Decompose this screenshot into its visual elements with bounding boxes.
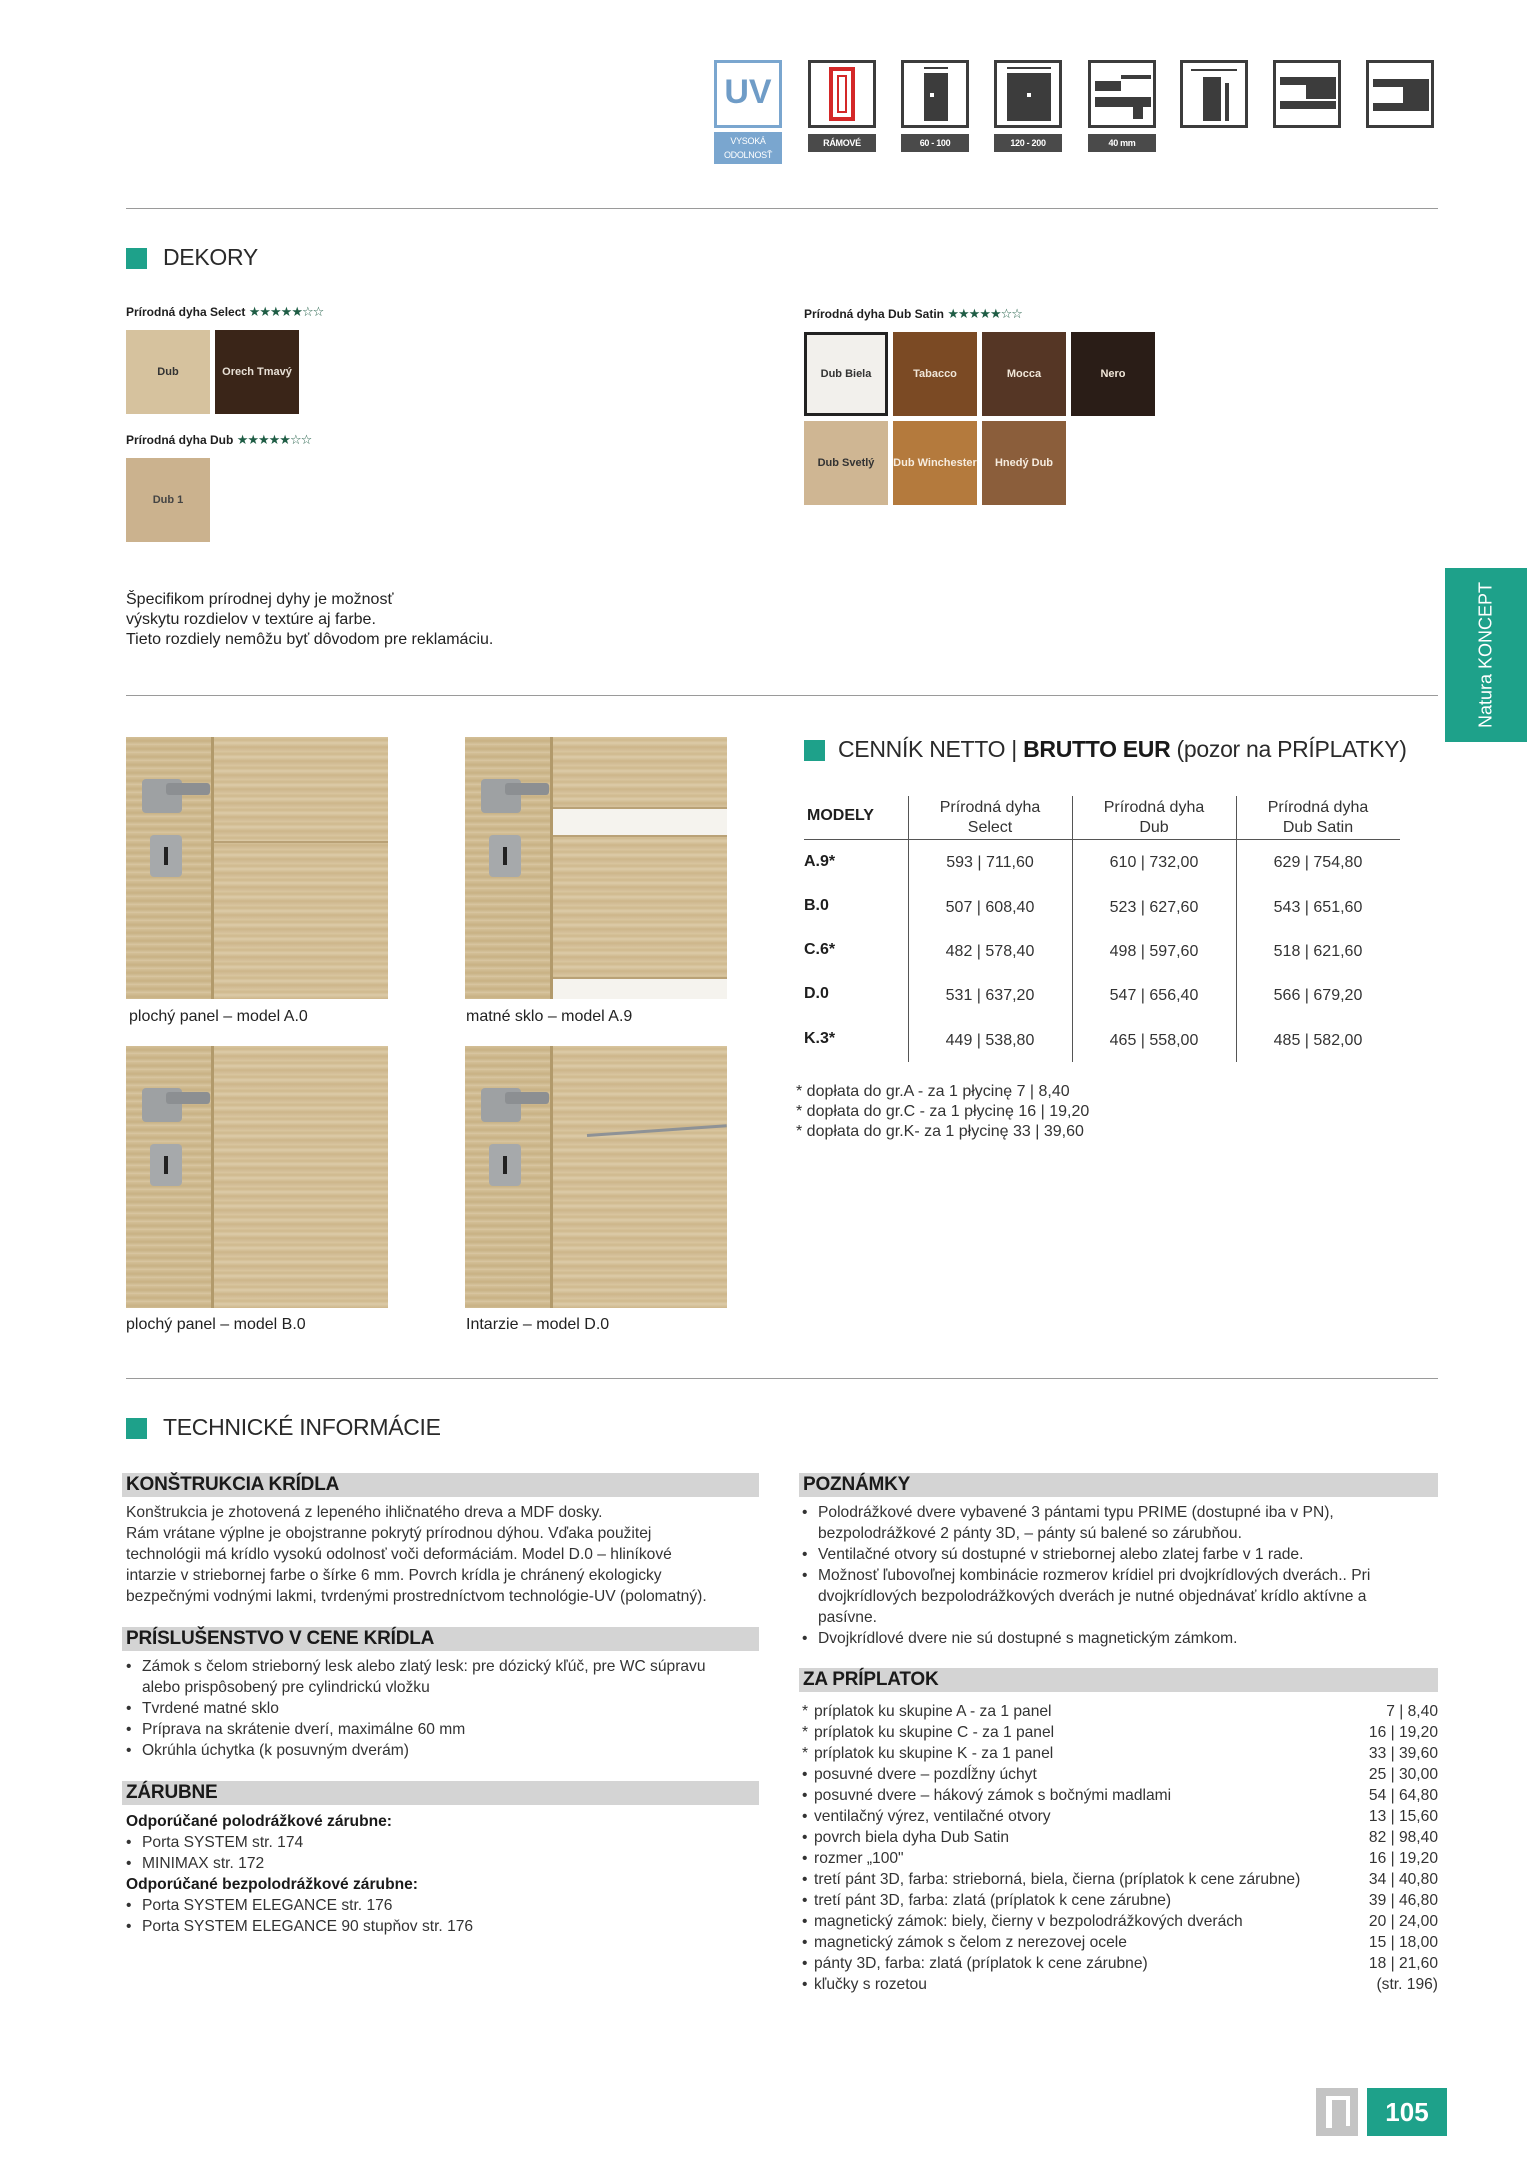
price-cell: 531 | 637,20 bbox=[945, 987, 1035, 1004]
uv-label: VYSOKÁ ODOLNOSŤ bbox=[714, 132, 782, 164]
list-item: • rozmer „100" 16 | 19,20 bbox=[802, 1850, 1438, 1867]
thickness-icon bbox=[1088, 60, 1156, 128]
door-wide-icon bbox=[994, 60, 1062, 128]
door-image-a0 bbox=[126, 737, 388, 999]
model-caption: plochý panel – model A.0 bbox=[129, 1008, 308, 1025]
list-item: • posuvné dvere – pozdĺžny úchyt 25 | 30,00 bbox=[802, 1766, 1438, 1783]
rating-stars: ★★★★★☆☆ bbox=[248, 304, 324, 319]
list-item: • MINIMAX str. 172 bbox=[126, 1853, 766, 1874]
price-cell: 507 | 608,40 bbox=[945, 899, 1035, 916]
list-item: • Zámok s čelom strieborný lesk alebo zlatý lesk: pre dózický kľúč, pre WC súpravu alebo prispôsobený pre cylindrickú vložku bbox=[126, 1656, 726, 1698]
rebate-icon bbox=[1273, 60, 1341, 128]
swatch-mocca[interactable]: Mocca bbox=[982, 332, 1066, 416]
col-divider bbox=[1072, 796, 1073, 1062]
door-image-d0 bbox=[465, 1046, 727, 1308]
list-item: * príplatok ku skupine A - za 1 panel 7 | 8,40 bbox=[802, 1703, 1438, 1720]
door-narrow-icon bbox=[901, 60, 969, 128]
model-caption: Intarzie – model D.0 bbox=[466, 1316, 610, 1333]
porta-logo bbox=[1316, 2088, 1358, 2136]
list-item: • Porta SYSTEM ELEGANCE str. 176 bbox=[126, 1895, 766, 1916]
door-image-a9 bbox=[465, 737, 727, 999]
section-side-tab[interactable]: Natura KONCEPT bbox=[1445, 568, 1527, 742]
swatch-dub-biela[interactable]: Dub Biela bbox=[804, 332, 888, 416]
table-header-line bbox=[804, 839, 1400, 840]
price-cell: 518 | 621,60 bbox=[1273, 943, 1363, 960]
sliding-icon bbox=[1180, 60, 1248, 128]
list-item: • tretí pánt 3D, farba: strieborná, biela, čierna (príplatok k cene zárubne) 34 | 40,80 bbox=[802, 1871, 1438, 1888]
row-model: B.0 bbox=[804, 897, 829, 914]
section-marker bbox=[804, 740, 825, 761]
list-item: • Porta SYSTEM ELEGANCE 90 stupňov str. 176 bbox=[126, 1916, 766, 1937]
list-item: • Príprava na skrátenie dverí, maximálne 60 mm bbox=[126, 1719, 726, 1740]
uv-icon bbox=[714, 60, 782, 128]
konstrukcia-text: Konštrukcia je zhotovená z lepeného ihličnatého dreva a MDF dosky. Rám vrátane výplne je obojstranne pokrytý prírodnou dýhou. Vďaka použitej technológii má krídlo vysokú odolnosť voči deformáciám. Model D.0 – hliníkové intarzie v striebornej farbe o šírke 6 mm. Povrch krídla je chránený ekologicky bezpečnými vodnými lakmi, tvrdenými prostredníctvom technológie-UV (polomatný). bbox=[126, 1504, 707, 1605]
prislusenstvo-list bbox=[126, 1656, 726, 1761]
price-cell: 593 | 711,60 bbox=[946, 854, 1034, 871]
col-head-models: MODELY bbox=[807, 807, 874, 824]
list-item: • povrch biela dyha Dub Satin 82 | 98,40 bbox=[802, 1829, 1438, 1846]
section-marker bbox=[126, 1418, 147, 1439]
list-item: * príplatok ku skupine K - za 1 panel 33 | 39,60 bbox=[802, 1745, 1438, 1762]
door-image-b0 bbox=[126, 1046, 388, 1308]
list-item: • Tvrdené matné sklo bbox=[126, 1698, 726, 1719]
flush-icon bbox=[1366, 60, 1434, 128]
divider bbox=[126, 208, 1438, 209]
zarubne-heading: ZÁRUBNE bbox=[122, 1781, 759, 1805]
thickness-label: 40 mm bbox=[1088, 134, 1156, 152]
decor-group-satin-head: Prírodná dyha Dub Satin ★★★★★☆☆ bbox=[804, 306, 1022, 321]
rating-stars: ★★★★★☆☆ bbox=[236, 432, 312, 447]
price-supplements: * dopłata do gr.A - za 1 płycinę 7 | 8,40 * dopłata do gr.C - za 1 płycinę 16 | 19,20 * dopłata do gr.K- za 1 płycinę 33 | 39,60 bbox=[796, 1083, 1090, 1140]
divider bbox=[126, 1378, 1438, 1379]
list-item: • pánty 3D, farba: zlatá (príplatok k cene zárubne) 18 | 21,60 bbox=[802, 1955, 1438, 1972]
model-caption: plochý panel – model B.0 bbox=[126, 1316, 306, 1333]
price-cell: 629 | 754,80 bbox=[1273, 854, 1363, 871]
row-model: A.9* bbox=[804, 853, 836, 870]
poznamky-heading: POZNÁMKY bbox=[799, 1473, 1438, 1497]
swatch-dub-1[interactable]: Dub 1 bbox=[126, 458, 210, 542]
list-item: • kľučky s rozetou (str. 196) bbox=[802, 1976, 1438, 1993]
zarubne-sub1: Odporúčané polodrážkové zárubne: bbox=[126, 1813, 392, 1830]
col-divider bbox=[1236, 796, 1237, 1062]
decor-note: Špecifikom prírodnej dyhy je možnosť výskytu rozdielov v textúre aj farbe. Tieto rozdiely nemôžu byť dôvodom pre reklamáciu. bbox=[126, 591, 494, 648]
swatch-hnedy-dub[interactable]: Hnedý Dub bbox=[982, 421, 1066, 505]
zarubne-block bbox=[126, 1811, 766, 1937]
col-head-satin: Prírodná dyha Dub Satin bbox=[1267, 799, 1369, 836]
konstrukcia-heading: KONŠTRUKCIA KRÍDLA bbox=[122, 1473, 759, 1497]
col-head-dub: Prírodná dyha Dub bbox=[1103, 799, 1205, 836]
frame-door-icon bbox=[808, 60, 876, 128]
list-item: • magnetický zámok: biely, čierny v bezpolodrážkových dverách 20 | 24,00 bbox=[802, 1913, 1438, 1930]
list-item: • Možnosť ľubovoľnej kombinácie rozmerov krídiel pri dvojkrídlových dverách.. Pri dvojkrídlových bezpolodrážkových dverách je nutné objednávať krídlo aktívne a pasívne. bbox=[802, 1565, 1402, 1628]
swatch-tabacco[interactable]: Tabacco bbox=[893, 332, 977, 416]
price-cell: 547 | 656,40 bbox=[1109, 987, 1199, 1004]
row-model: K.3* bbox=[804, 1030, 836, 1047]
row-model: C.6* bbox=[804, 941, 836, 958]
swatch-nero[interactable]: Nero bbox=[1071, 332, 1155, 416]
page-number: 105 bbox=[1367, 2088, 1447, 2136]
zarubne-sub2: Odporúčané bezpolodrážkové zárubne: bbox=[126, 1876, 418, 1893]
price-title: CENNÍK NETTO | BRUTTO EUR (pozor na PRÍPLATKY) bbox=[838, 736, 1407, 762]
swatch-dub-winchester[interactable]: Dub Winchester bbox=[893, 421, 977, 505]
uv-text: UV bbox=[724, 73, 772, 111]
tech-title: TECHNICKÉ INFORMÁCIE bbox=[163, 1414, 441, 1440]
list-item: * príplatok ku skupine C - za 1 panel 16 | 19,20 bbox=[802, 1724, 1438, 1741]
col-divider bbox=[908, 796, 909, 1062]
list-item: • ventilačný výrez, ventilačné otvory 13 | 15,60 bbox=[802, 1808, 1438, 1825]
price-cell: 485 | 582,00 bbox=[1273, 1032, 1363, 1049]
divider bbox=[126, 695, 1438, 696]
prislusenstvo-heading: PRÍSLUŠENSTVO V CENE KRÍDLA bbox=[122, 1627, 759, 1651]
price-cell: 543 | 651,60 bbox=[1273, 899, 1363, 916]
swatch-orech-tmavy[interactable]: Orech Tmavý bbox=[215, 330, 299, 414]
priplatok-heading: ZA PRÍPLATOK bbox=[799, 1668, 1438, 1692]
swatch-dub-svetly[interactable]: Dub Svetlý bbox=[804, 421, 888, 505]
price-cell: 498 | 597,60 bbox=[1109, 943, 1199, 960]
price-cell: 449 | 538,80 bbox=[945, 1032, 1035, 1049]
list-item: • magnetický zámok s čelom z nerezovej ocele 15 | 18,00 bbox=[802, 1934, 1438, 1951]
list-item: • posuvné dvere – hákový zámok s bočnými madlami 54 | 64,80 bbox=[802, 1787, 1438, 1804]
decor-title: DEKORY bbox=[163, 244, 258, 270]
list-item: • Porta SYSTEM str. 174 bbox=[126, 1832, 766, 1853]
list-item: • Polodrážkové dvere vybavené 3 pántami typu PRIME (dostupné iba v PN), bezpolodrážkové 2 pánty 3D, – pánty sú balené so zárubňou. bbox=[802, 1502, 1402, 1544]
list-item: • Okrúhla úchytka (k posuvným dverám) bbox=[126, 1740, 726, 1761]
price-cell: 523 | 627,60 bbox=[1109, 899, 1199, 916]
model-caption: matné sklo – model A.9 bbox=[466, 1008, 633, 1025]
price-cell: 465 | 558,00 bbox=[1109, 1032, 1199, 1049]
col-head-select: Prírodná dyha Select bbox=[939, 799, 1041, 836]
frame-door-label: RÁMOVÉ bbox=[808, 134, 876, 152]
section-marker bbox=[126, 248, 147, 269]
decor-group-dub-head: Prírodná dyha Dub ★★★★★☆☆ bbox=[126, 432, 312, 447]
row-model: D.0 bbox=[804, 985, 829, 1002]
price-cell: 610 | 732,00 bbox=[1109, 854, 1199, 871]
swatch-dub[interactable]: Dub bbox=[126, 330, 210, 414]
price-cell: 482 | 578,40 bbox=[945, 943, 1035, 960]
poznamky-list bbox=[802, 1502, 1402, 1649]
decor-group-select-head: Prírodná dyha Select ★★★★★☆☆ bbox=[126, 304, 324, 319]
list-item: • Dvojkrídlové dvere nie sú dostupné s magnetickým zámkom. bbox=[802, 1628, 1402, 1649]
rating-stars: ★★★★★☆☆ bbox=[947, 306, 1022, 321]
list-item: • Ventilačné otvory sú dostupné v striebornej alebo zlatej farbe v 1 rade. bbox=[802, 1544, 1402, 1565]
door-narrow-label: 60 - 100 bbox=[901, 134, 969, 152]
price-cell: 566 | 679,20 bbox=[1273, 987, 1363, 1004]
list-item: • tretí pánt 3D, farba: zlatá (príplatok k cene zárubne) 39 | 46,80 bbox=[802, 1892, 1438, 1909]
door-wide-label: 120 - 200 bbox=[994, 134, 1062, 152]
